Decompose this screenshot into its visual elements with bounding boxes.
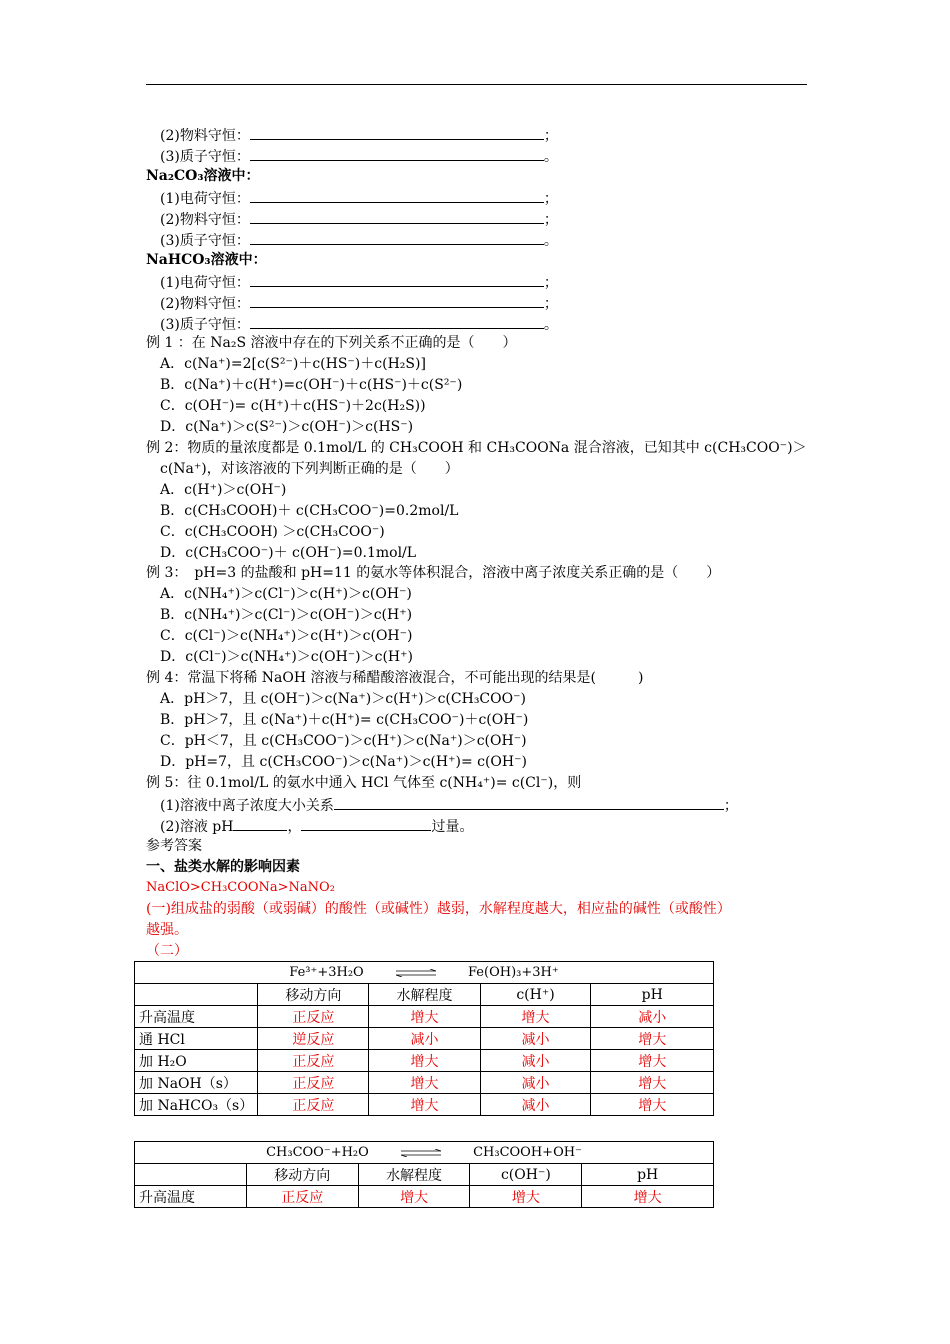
example-1-option-d: D．c(Na⁺)＞c(S²⁻)＞c(OH⁻)＞c(HS⁻): [160, 419, 414, 435]
material-conservation-line: (2)物料守恒： ；: [160, 208, 558, 228]
table-cell: 增大: [591, 1072, 714, 1094]
example-3-option-a: A．c(NH₄⁺)＞c(Cl⁻)＞c(H⁺)＞c(OH⁻): [160, 586, 412, 602]
table-cell: 增大: [369, 1094, 480, 1116]
salt-order: NaClO>CH₃COONa>NaNO₂: [146, 880, 335, 895]
row-label: 加 NaOH（s）: [135, 1072, 258, 1094]
na2co3-heading: Na₂CO₃溶液中：: [146, 168, 260, 184]
table-cell: 正反应: [258, 1050, 369, 1072]
table-cell: 减小: [591, 1006, 714, 1028]
header-cell: [135, 1164, 247, 1186]
example-4-option-d: D．pH=7，且 c(CH₃COO⁻)＞c(Na⁺)＞c(H⁺)= c(OH⁻): [160, 754, 527, 770]
equation-row: [135, 1142, 714, 1164]
answers-section-heading: 一、盐类水解的影响因素: [146, 859, 300, 875]
table-cell: 增大: [358, 1186, 470, 1208]
example-1-option-c: C．c(OH⁻)= c(H⁺)＋c(HS⁻)＋2c(H₂S)): [160, 398, 426, 414]
example-4-option-c: C．pH＜7，且 c(CH₃COO⁻)＞c(H⁺)＞c(Na⁺)＞c(OH⁻): [160, 733, 527, 749]
example-4-option-a: A．pH＞7，且 c(OH⁻)＞c(Na⁺)＞c(H⁺)＞c(CH₃COO⁻): [160, 691, 526, 707]
row-label: 升高温度: [135, 1006, 258, 1028]
table-header-row: [135, 984, 714, 1006]
table-cell: 增大: [480, 1006, 591, 1028]
table-cell: 减小: [480, 1094, 591, 1116]
example-1-question: 例 1 ：在 Na₂S 溶液中存在的下列关系不正确的是（ ）: [146, 335, 517, 351]
equation-row: [135, 962, 714, 984]
answer-paragraph-1: (一)组成盐的弱酸（或弱碱）的酸性（或碱性）越弱，水解程度越大，相应盐的碱性（或酸性）: [146, 901, 731, 917]
table-row: [135, 1006, 714, 1028]
equilibrium-arrow-icon: [396, 969, 436, 977]
proton-conservation-line: (3)质子守恒： 。: [160, 229, 558, 249]
answer-blank[interactable]: [250, 124, 544, 140]
example-3-option-c: C．c(Cl⁻)＞c(NH₄⁺)＞c(H⁺)＞c(OH⁻): [160, 628, 413, 644]
equation-cell: [135, 1142, 714, 1164]
table-cell: 逆反应: [258, 1028, 369, 1050]
nahco3-heading: NaHCO₃溶液中：: [146, 252, 267, 268]
example-2-option-d: D．c(CH₃COO⁻)＋ c(OH⁻)=0.1mol/L: [160, 545, 417, 561]
answer-blank[interactable]: [250, 145, 544, 161]
table-cell: 正反应: [246, 1186, 358, 1208]
row-label: 加 H₂O: [135, 1050, 258, 1072]
example-5-question: 例 5：往 0.1mol/L 的氨水中通入 HCl 气体至 c(NH₄⁺)= c(Cl⁻)，则: [146, 775, 582, 791]
example-2-option-b: B．c(CH₃COOH)＋ c(CH₃COO⁻)=0.2mol/L: [160, 503, 459, 519]
material-conservation-line: (2)物料守恒： ；: [160, 124, 558, 144]
table-row: [135, 1050, 714, 1072]
table-cell: 正反应: [258, 1006, 369, 1028]
table-cell: 正反应: [258, 1094, 369, 1116]
table-cell: 增大: [582, 1186, 714, 1208]
example-2-question-cont: c(Na⁺)，对该溶液的下列判断正确的是（ ）: [160, 461, 459, 477]
table-cell: 增大: [369, 1050, 480, 1072]
header-cell: c(H⁺): [480, 984, 591, 1006]
table-cell: 增大: [369, 1072, 480, 1094]
table-header-row: [135, 1164, 714, 1186]
answer-blank[interactable]: [250, 208, 544, 224]
example-2-option-c: C．c(CH₃COOH) ＞c(CH₃COO⁻): [160, 524, 385, 540]
answer-blank[interactable]: [250, 292, 544, 308]
table-cell: 减小: [369, 1028, 480, 1050]
example-2-option-a: A．c(H⁺)＞c(OH⁻): [160, 482, 287, 498]
row-label: 加 NaHCO₃（s）: [135, 1094, 258, 1116]
table-cell: 增大: [470, 1186, 582, 1208]
excess-blank[interactable]: [301, 815, 431, 831]
header-cell: c(OH⁻): [470, 1164, 582, 1186]
header-cell: [135, 984, 258, 1006]
answer-blank[interactable]: [250, 187, 544, 203]
answer-blank[interactable]: [250, 313, 544, 329]
material-conservation-line: (2)物料守恒： ；: [160, 292, 558, 312]
example-2-question: 例 2：物质的量浓度都是 0.1mol/L 的 CH₃COOH 和 CH₃COONa 混合溶液，已知其中 c(CH₃COO⁻)＞: [146, 440, 807, 456]
table-cell: 减小: [480, 1072, 591, 1094]
table-cell: 增大: [591, 1028, 714, 1050]
charge-conservation-line: (1)电荷守恒： ；: [160, 187, 558, 207]
charge-conservation-line: (1)电荷守恒： ；: [160, 271, 558, 291]
example-4-question: 例 4：常温下将稀 NaOH 溶液与稀醋酸溶液混合，不可能出现的结果是( ): [146, 670, 644, 686]
header-cell: 移动方向: [258, 984, 369, 1006]
header-cell: 水解程度: [369, 984, 480, 1006]
example-1-option-a: A．c(Na⁺)=2[c(S²⁻)＋c(HS⁻)＋c(H₂S)]: [160, 356, 426, 372]
table-cell: 增大: [591, 1050, 714, 1072]
table-cell: 增大: [369, 1006, 480, 1028]
answer-blank[interactable]: [250, 229, 544, 245]
header-cell: 移动方向: [246, 1164, 358, 1186]
header-rule: [146, 84, 807, 85]
header-cell: pH: [591, 984, 714, 1006]
table-cell: 减小: [480, 1050, 591, 1072]
answer-blank[interactable]: [334, 794, 724, 810]
table-row: [135, 1072, 714, 1094]
table-row: [135, 1186, 714, 1208]
example-3-question: 例 3： pH=3 的盐酸和 pH=11 的氨水等体积混合，溶液中离子浓度关系正确的是（ ）: [146, 565, 721, 581]
header-cell: 水解程度: [358, 1164, 470, 1186]
example-5-part-1: (1)溶液中离子浓度大小关系 ；: [160, 794, 738, 814]
equation-right: CH₃COOH+OH⁻: [473, 1145, 582, 1160]
equation-left: CH₃COO⁻+H₂O: [266, 1145, 369, 1160]
equation-right: Fe(OH)₃+3H⁺: [468, 965, 559, 980]
table-cell: 正反应: [258, 1072, 369, 1094]
answers-title: 参考答案: [146, 838, 202, 854]
table-cell: 增大: [591, 1094, 714, 1116]
table-row: [135, 1028, 714, 1050]
ph-blank[interactable]: [233, 815, 287, 831]
example-3-option-b: B．c(NH₄⁺)＞c(Cl⁻)＞c(OH⁻)＞c(H⁺): [160, 607, 413, 623]
row-label: 通 HCl: [135, 1028, 258, 1050]
row-label: 升高温度: [135, 1186, 247, 1208]
example-1-option-b: B．c(Na⁺)＋c(H⁺)=c(OH⁻)＋c(HS⁻)＋c(S²⁻): [160, 377, 463, 393]
equation-left: Fe³⁺+3H₂O: [289, 965, 364, 980]
example-4-option-b: B．pH＞7，且 c(Na⁺)＋c(H⁺)= c(CH₃COO⁻)＋c(OH⁻): [160, 712, 529, 728]
example-3-option-d: D．c(Cl⁻)＞c(NH₄⁺)＞c(OH⁻)＞c(H⁺): [160, 649, 413, 665]
proton-conservation-line: (3)质子守恒： 。: [160, 145, 558, 165]
equation-cell: [135, 962, 714, 984]
fe-hydrolysis-table: [134, 961, 714, 1116]
table-row: [135, 1094, 714, 1116]
answer-subsection-2: （二）: [146, 943, 188, 959]
acetate-hydrolysis-table: [134, 1141, 714, 1208]
proton-conservation-line: (3)质子守恒： 。: [160, 313, 558, 333]
table-cell: 减小: [480, 1028, 591, 1050]
header-cell: pH: [582, 1164, 714, 1186]
answer-blank[interactable]: [250, 271, 544, 287]
example-5-part-2: (2)溶液 pH ， 过量。: [160, 815, 473, 835]
answer-paragraph-1-cont: 越强。: [146, 922, 188, 938]
equilibrium-arrow-icon: [401, 1149, 441, 1157]
